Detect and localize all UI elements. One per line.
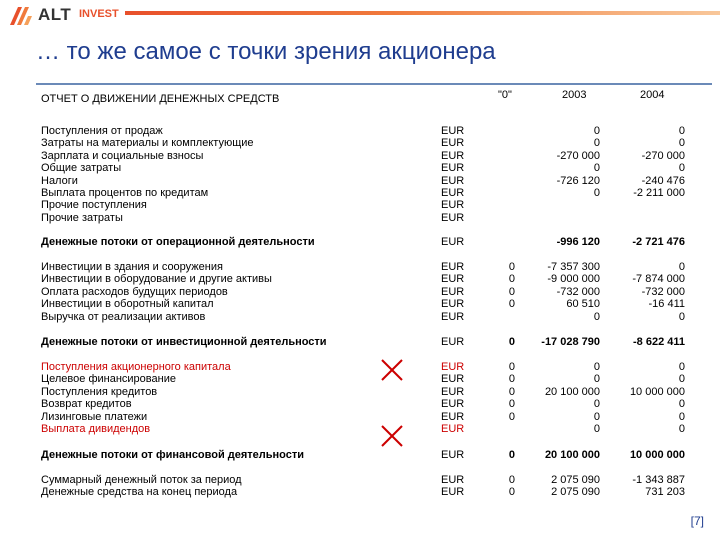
row-label: Поступления кредитов xyxy=(41,385,158,398)
value-cell-2004: 0 xyxy=(678,423,685,435)
row-label: Инвестиции в оборотный капитал xyxy=(41,298,214,311)
value-cell-year0: 0 xyxy=(508,449,515,461)
value-cell-2003: 0 xyxy=(593,162,600,175)
currency-cell: EUR xyxy=(441,137,465,150)
currency-cell: EUR xyxy=(441,298,465,311)
row-label: Суммарный денежный поток за период xyxy=(41,474,242,486)
currency-cell: EUR xyxy=(441,149,465,162)
value-cell-2004: -2 721 476 xyxy=(632,236,685,248)
row-label: Оплата расходов будущих периодов xyxy=(41,285,228,298)
currency-cell: EUR xyxy=(441,174,465,187)
value-cell-2004: -7 874 000 xyxy=(632,273,685,286)
value-cell-2003: -270 000 xyxy=(556,149,600,162)
currency-cell: EUR xyxy=(441,310,465,323)
currency-cell: EUR xyxy=(441,285,465,298)
value-cell-2003: 0 xyxy=(593,125,600,137)
row-label: Поступления акционерного капитала xyxy=(41,361,231,373)
value-cell-year0: 0 xyxy=(508,261,515,273)
value-cell-year0: 0 xyxy=(508,273,515,286)
value-cell-2003: -996 120 xyxy=(556,236,600,248)
value-cell-2004: 0 xyxy=(678,162,685,175)
currency-cell: EUR xyxy=(441,236,465,248)
subtotal-label: Денежные потоки от финансовой деятельности xyxy=(41,449,305,461)
currency-cell: EUR xyxy=(441,474,465,486)
value-cell-2004: -732 000 xyxy=(641,285,685,298)
row-label: Инвестиции в здания и сооружения xyxy=(41,261,223,273)
value-cell-2004: -1 343 887 xyxy=(632,474,685,486)
currency-cell: EUR xyxy=(441,187,465,199)
value-cell-2003: 0 xyxy=(593,137,600,150)
value-cell-2004: 0 xyxy=(678,361,685,373)
row-label: Прочие поступления xyxy=(41,199,147,212)
value-cell-2004: 0 xyxy=(678,125,685,137)
row-label: Возврат кредитов xyxy=(41,398,132,411)
value-cell-2003: 0 xyxy=(593,423,600,435)
currency-cell: EUR xyxy=(441,162,465,175)
report-heading: ОТЧЕТ О ДВИЖЕНИИ ДЕНЕЖНЫХ СРЕДСТВ xyxy=(41,93,280,105)
subtotal-label: Денежные потоки от операционной деятельности xyxy=(41,236,315,248)
row-label: Лизинговые платежи xyxy=(41,410,148,423)
value-cell-2004: -240 476 xyxy=(641,174,685,187)
row-label: Денежные средства на конец периода xyxy=(41,486,238,499)
value-cell-2004: 0 xyxy=(678,137,685,150)
currency-cell: EUR xyxy=(441,125,465,137)
value-cell-2003: 0 xyxy=(593,361,600,373)
currency-cell: EUR xyxy=(441,261,465,273)
value-cell-2004: 10 000 000 xyxy=(629,449,685,461)
value-cell-year0: 0 xyxy=(508,474,515,486)
value-cell-2003: 20 100 000 xyxy=(544,385,600,398)
row-label: Целевое финансирование xyxy=(41,373,176,386)
currency-cell: EUR xyxy=(441,486,465,499)
value-cell-2004: 0 xyxy=(678,373,685,386)
alt-invest-logo-icon xyxy=(10,7,34,25)
currency-cell: EUR xyxy=(441,423,465,435)
value-cell-2003: 2 075 090 xyxy=(551,486,600,499)
currency-cell: EUR xyxy=(441,336,465,348)
currency-cell: EUR xyxy=(441,211,465,224)
value-cell-2003: -7 357 300 xyxy=(547,261,600,273)
row-label: Выплата дивидендов xyxy=(41,423,151,435)
value-cell-2003: 20 100 000 xyxy=(544,449,600,461)
value-cell-2003: 0 xyxy=(593,410,600,423)
value-cell-2004: -2 211 000 xyxy=(633,187,685,199)
value-cell-year0: 0 xyxy=(508,373,515,386)
currency-cell: EUR xyxy=(441,273,465,286)
currency-cell: EUR xyxy=(441,410,465,423)
currency-cell: EUR xyxy=(441,385,465,398)
row-label: Налоги xyxy=(41,174,78,187)
value-cell-2003: 2 075 090 xyxy=(551,474,600,486)
currency-cell: EUR xyxy=(441,199,465,212)
cross-mark-icon xyxy=(380,424,404,448)
currency-cell: EUR xyxy=(441,373,465,386)
row-label: Зарплата и социальные взносы xyxy=(41,149,204,162)
value-cell-2003: 0 xyxy=(593,310,600,323)
value-cell-year0: 0 xyxy=(508,385,515,398)
value-cell-2004: -270 000 xyxy=(641,149,685,162)
value-cell-year0: 0 xyxy=(508,410,515,423)
value-cell-2003: 60 510 xyxy=(566,298,600,311)
page-title: … то же самое с точки зрения акционера xyxy=(36,38,496,65)
cross-mark-icon xyxy=(380,358,404,382)
title-rule xyxy=(36,83,712,85)
value-cell-year0: 0 xyxy=(508,398,515,411)
value-cell-2003: 0 xyxy=(593,187,600,199)
value-cell-2003: -732 000 xyxy=(556,285,600,298)
value-cell-2004: 0 xyxy=(678,398,685,411)
value-cell-year0: 0 xyxy=(508,336,515,348)
subtotal-label: Денежные потоки от инвестиционной деятельности xyxy=(41,336,327,348)
currency-cell: EUR xyxy=(441,361,465,373)
value-cell-year0: 0 xyxy=(508,298,515,311)
value-cell-2003: 0 xyxy=(593,373,600,386)
header-stripe xyxy=(125,11,720,15)
column-header-2004: 2004 xyxy=(640,89,665,101)
currency-cell: EUR xyxy=(441,398,465,411)
column-header-2003: 2003 xyxy=(562,89,587,101)
value-cell-year0: 0 xyxy=(508,486,515,499)
value-cell-2004: 0 xyxy=(678,310,685,323)
row-label: Затраты на материалы и комплектующие xyxy=(41,137,254,150)
header-bar xyxy=(0,0,720,34)
value-cell-2004: 0 xyxy=(678,410,685,423)
value-cell-2004: 0 xyxy=(678,261,685,273)
value-cell-2003: -17 028 790 xyxy=(541,336,600,348)
value-cell-2003: 0 xyxy=(593,398,600,411)
page-number: [7] xyxy=(690,514,704,528)
value-cell-2003: -726 120 xyxy=(556,174,600,187)
value-cell-2003: -9 000 000 xyxy=(547,273,600,286)
value-cell-year0: 0 xyxy=(508,361,515,373)
value-cell-2004: 731 203 xyxy=(645,486,685,499)
row-label: Выручка от реализации активов xyxy=(41,310,206,323)
column-header-0: "0" xyxy=(498,89,512,101)
currency-cell: EUR xyxy=(441,449,465,461)
row-label: Прочие затраты xyxy=(41,211,123,224)
value-cell-year0: 0 xyxy=(508,285,515,298)
value-cell-2004: 10 000 000 xyxy=(629,385,685,398)
row-label: Общие затраты xyxy=(41,162,122,175)
value-cell-2004: -8 622 411 xyxy=(633,336,685,348)
row-label: Выплата процентов по кредитам xyxy=(41,187,209,199)
logo-alt-text: ALT xyxy=(38,5,72,24)
value-cell-2004: -16 411 xyxy=(648,298,685,311)
row-label: Поступления от продаж xyxy=(41,125,163,137)
row-label: Инвестиции в оборудование и другие активы xyxy=(41,273,272,286)
logo-invest-text: INVEST xyxy=(79,8,119,20)
